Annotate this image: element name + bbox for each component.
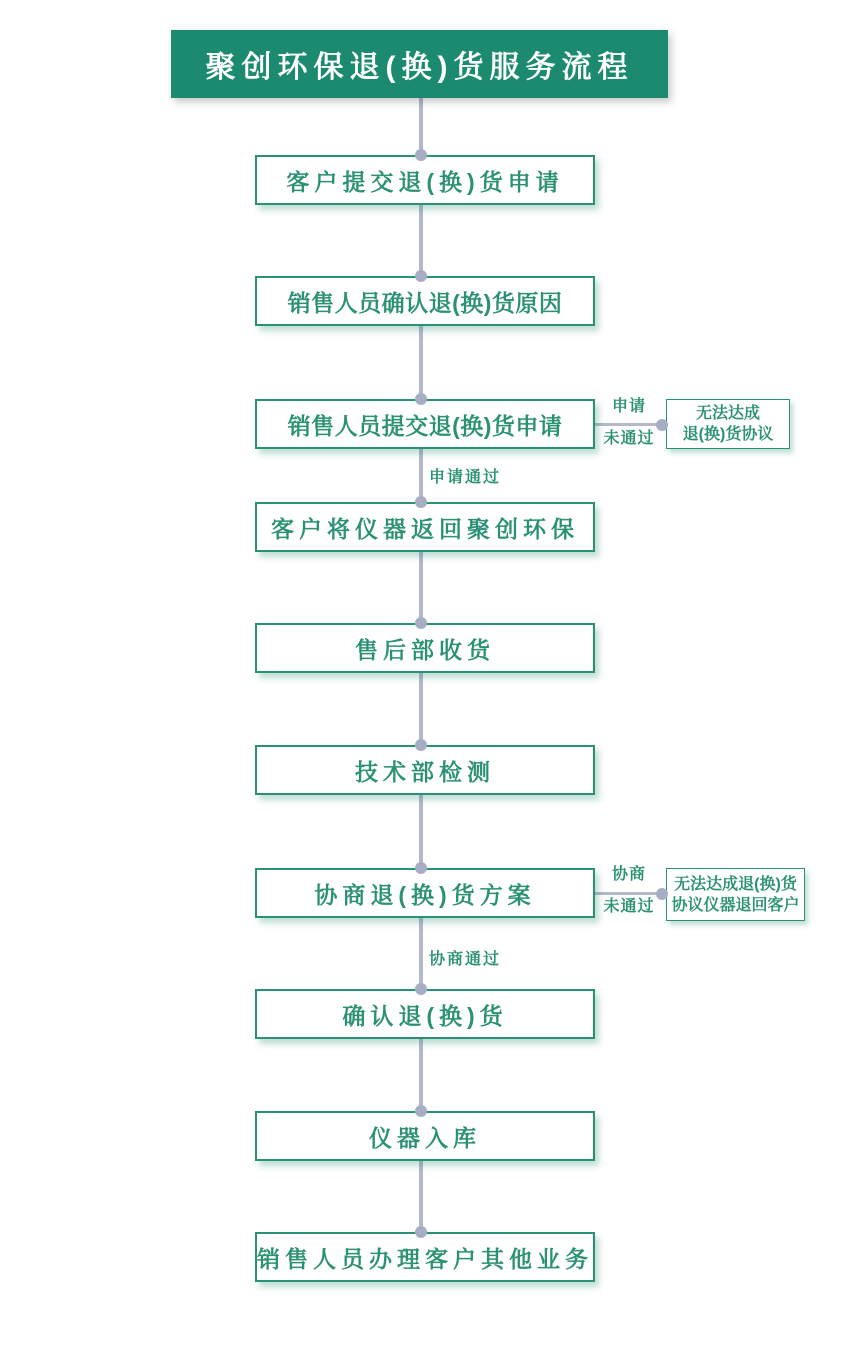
- branch-label-apply-fail: [597, 398, 661, 449]
- connector-dot: [415, 393, 427, 405]
- flow-step-label: 确认退(换)货: [342, 1002, 508, 1029]
- branch-label-bottom: 未通过: [603, 898, 655, 915]
- flow-step-tech-inspect: [255, 745, 595, 795]
- connector-dot: [415, 862, 427, 874]
- connector-dot: [415, 1105, 427, 1117]
- flow-step-instrument-warehouse: [255, 1111, 595, 1161]
- connector-dot: [656, 888, 668, 900]
- flow-step-label: 售后部收货: [355, 636, 495, 663]
- connector-dot: [415, 739, 427, 751]
- edge-label-apply-pass: 申请通过: [429, 469, 502, 486]
- branch-label-top: 申请: [611, 398, 646, 415]
- flow-step-label: 销售人员提交退(换)货申请: [287, 412, 563, 439]
- flow-step-aftersales-receive: [255, 623, 595, 673]
- branch-box-line: 退(换)货协议: [682, 426, 774, 443]
- connector-dot: [415, 1226, 427, 1238]
- flow-step-label: 客户提交退(换)货申请: [286, 168, 564, 195]
- flow-step-sales-confirm-reason: [255, 276, 595, 326]
- flow-step-label: 客户将仪器返回聚创环保: [271, 515, 579, 542]
- branch-box-line: 协议仪器退回客户: [671, 896, 800, 914]
- flow-step-sales-other-business: [255, 1232, 595, 1282]
- branch-label-negotiate-fail: [597, 866, 661, 917]
- branch-box-return-to-customer: [666, 868, 805, 921]
- flow-step-confirm-return: [255, 989, 595, 1039]
- flow-title: 聚创环保退(换)货服务流程: [205, 51, 634, 84]
- branch-label-top: 协商: [611, 866, 646, 883]
- flow-step-label: 协商退(换)货方案: [314, 881, 536, 908]
- flow-step-sales-submit-apply: [255, 399, 595, 449]
- branch-box-line: 无法达成: [695, 405, 760, 422]
- connector-dot: [415, 617, 427, 629]
- branch-box-no-agreement: [666, 399, 790, 449]
- flow-step-customer-return-instrument: [255, 502, 595, 552]
- flow-step-customer-apply: [255, 155, 595, 205]
- edge-label-negotiate-pass: 协商通过: [429, 951, 502, 968]
- branch-label-bottom: 未通过: [603, 430, 655, 447]
- connector-dot: [415, 270, 427, 282]
- connector-dot: [656, 419, 668, 431]
- branch-box-line: 无法达成退(换)货: [674, 875, 797, 893]
- connector-dot: [415, 496, 427, 508]
- flow-step-negotiate-plan: [255, 868, 595, 918]
- connector-dot: [415, 983, 427, 995]
- flow-title-banner: [171, 30, 668, 98]
- flow-step-label: 仪器入库: [369, 1124, 481, 1151]
- flow-step-label: 销售人员办理客户其他业务: [257, 1245, 593, 1272]
- connector-dot: [415, 149, 427, 161]
- flow-step-label: 销售人员确认退(换)货原因: [287, 289, 563, 316]
- flow-step-label: 技术部检测: [355, 758, 495, 785]
